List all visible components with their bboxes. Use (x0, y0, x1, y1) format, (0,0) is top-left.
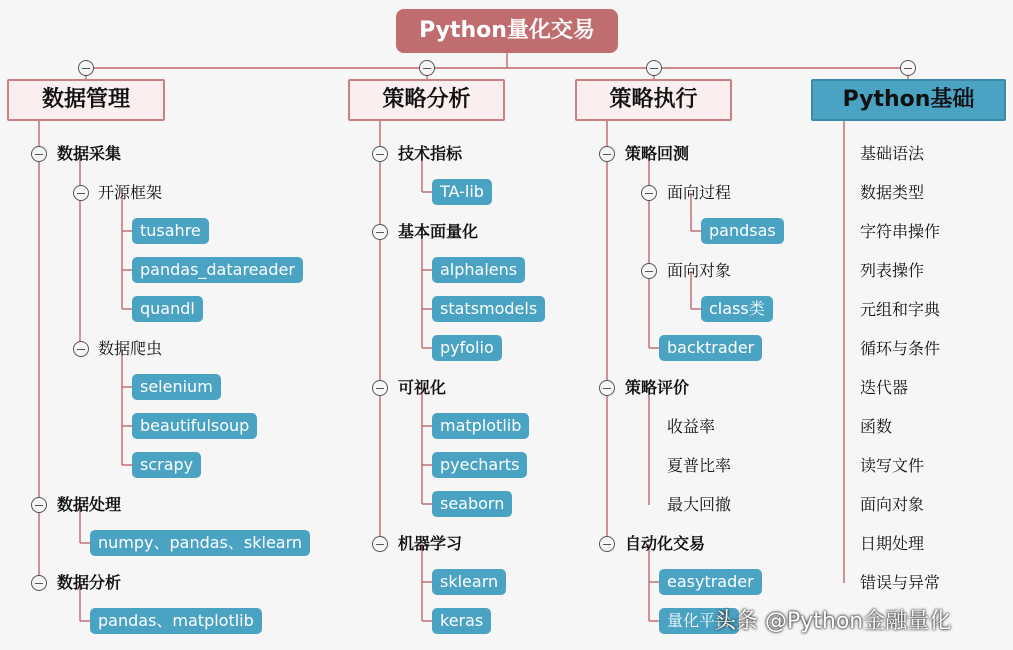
item-max-drawdown[interactable]: 最大回撤 (667, 495, 732, 514)
collapse-toggle-icon[interactable] (641, 185, 657, 201)
collapse-toggle-icon[interactable] (599, 380, 615, 396)
collapse-toggle-icon[interactable] (372, 146, 388, 162)
section-backtesting[interactable]: 策略回测 (625, 144, 690, 163)
sub-procedural[interactable]: 面向过程 (667, 183, 732, 202)
leaf-class[interactable]: class类 (701, 296, 773, 322)
collapse-toggle-icon[interactable] (372, 380, 388, 396)
sub-web-crawler[interactable]: 数据爬虫 (98, 339, 163, 358)
leaf-pandas-matplotlib[interactable]: pandas、matplotlib (90, 608, 262, 634)
section-visualization[interactable]: 可视化 (398, 378, 447, 397)
basics-item-file-io[interactable]: 读写文件 (860, 456, 925, 475)
collapse-toggle-icon[interactable] (372, 224, 388, 240)
leaf-statsmodels[interactable]: statsmodels (432, 296, 545, 322)
collapse-toggle-icon[interactable] (900, 60, 916, 76)
collapse-toggle-icon[interactable] (641, 263, 657, 279)
basics-item-iterators[interactable]: 迭代器 (860, 378, 909, 397)
section-fundamental-quant[interactable]: 基本面量化 (398, 222, 479, 241)
section-machine-learning[interactable]: 机器学习 (398, 534, 463, 553)
collapse-toggle-icon[interactable] (78, 60, 94, 76)
collapse-toggle-icon[interactable] (419, 60, 435, 76)
section-automated-trading[interactable]: 自动化交易 (625, 534, 706, 553)
collapse-toggle-icon[interactable] (73, 185, 89, 201)
leaf-scrapy[interactable]: scrapy (132, 452, 201, 478)
watermark: 头条 @Python金融量化 (714, 609, 952, 634)
root-node[interactable]: Python量化交易 (396, 9, 618, 53)
collapse-toggle-icon[interactable] (646, 60, 662, 76)
leaf-beautifulsoup[interactable]: beautifulsoup (132, 413, 257, 439)
basics-item-tuples-dicts[interactable]: 元组和字典 (860, 300, 941, 319)
sub-open-source-frameworks[interactable]: 开源框架 (98, 183, 163, 202)
leaf-quandl[interactable]: quandl (132, 296, 203, 322)
category-strategy-analysis[interactable]: 策略分析 (348, 79, 505, 121)
collapse-toggle-icon[interactable] (31, 575, 47, 591)
category-data-management[interactable]: 数据管理 (7, 79, 165, 121)
section-data-analysis[interactable]: 数据分析 (57, 573, 122, 592)
basics-item-syntax[interactable]: 基础语法 (860, 144, 925, 163)
leaf-ta-lib[interactable]: TA-lib (432, 179, 492, 205)
section-strategy-evaluation[interactable]: 策略评价 (625, 378, 690, 397)
category-strategy-execution[interactable]: 策略执行 (575, 79, 732, 121)
collapse-toggle-icon[interactable] (31, 497, 47, 513)
leaf-pyecharts[interactable]: pyecharts (432, 452, 527, 478)
basics-item-errors[interactable]: 错误与异常 (860, 573, 941, 592)
category-python-basics[interactable]: Python基础 (811, 79, 1006, 121)
leaf-backtrader[interactable]: backtrader (659, 335, 762, 361)
collapse-toggle-icon[interactable] (599, 146, 615, 162)
leaf-pandas-datareader[interactable]: pandas_datareader (132, 257, 303, 283)
collapse-toggle-icon[interactable] (31, 146, 47, 162)
leaf-pandsas[interactable]: pandsas (701, 218, 784, 244)
section-data-collection[interactable]: 数据采集 (57, 144, 122, 163)
basics-item-lists[interactable]: 列表操作 (860, 261, 925, 280)
collapse-toggle-icon[interactable] (73, 341, 89, 357)
item-sharpe-ratio[interactable]: 夏普比率 (667, 456, 732, 475)
basics-item-dates[interactable]: 日期处理 (860, 534, 925, 553)
leaf-sklearn[interactable]: sklearn (432, 569, 506, 595)
collapse-toggle-icon[interactable] (599, 536, 615, 552)
collapse-toggle-icon[interactable] (372, 536, 388, 552)
leaf-alphalens[interactable]: alphalens (432, 257, 525, 283)
leaf-seaborn[interactable]: seaborn (432, 491, 512, 517)
basics-item-loops-conditions[interactable]: 循环与条件 (860, 339, 941, 358)
item-return-rate[interactable]: 收益率 (667, 417, 716, 436)
sub-object-oriented[interactable]: 面向对象 (667, 261, 732, 280)
section-technical-indicators[interactable]: 技术指标 (398, 144, 463, 163)
leaf-pyfolio[interactable]: pyfolio (432, 335, 502, 361)
basics-item-data-types[interactable]: 数据类型 (860, 183, 925, 202)
leaf-numpy-pandas-sklearn[interactable]: numpy、pandas、sklearn (90, 530, 310, 556)
basics-item-strings[interactable]: 字符串操作 (860, 222, 941, 241)
leaf-quant-platform[interactable]: 量化平台 (659, 608, 739, 634)
leaf-matplotlib[interactable]: matplotlib (432, 413, 529, 439)
basics-item-functions[interactable]: 函数 (860, 417, 893, 436)
leaf-keras[interactable]: keras (432, 608, 491, 634)
section-data-processing[interactable]: 数据处理 (57, 495, 122, 514)
basics-item-oop[interactable]: 面向对象 (860, 495, 925, 514)
leaf-tusahre[interactable]: tusahre (132, 218, 209, 244)
leaf-easytrader[interactable]: easytrader (659, 569, 762, 595)
leaf-selenium[interactable]: selenium (132, 374, 221, 400)
